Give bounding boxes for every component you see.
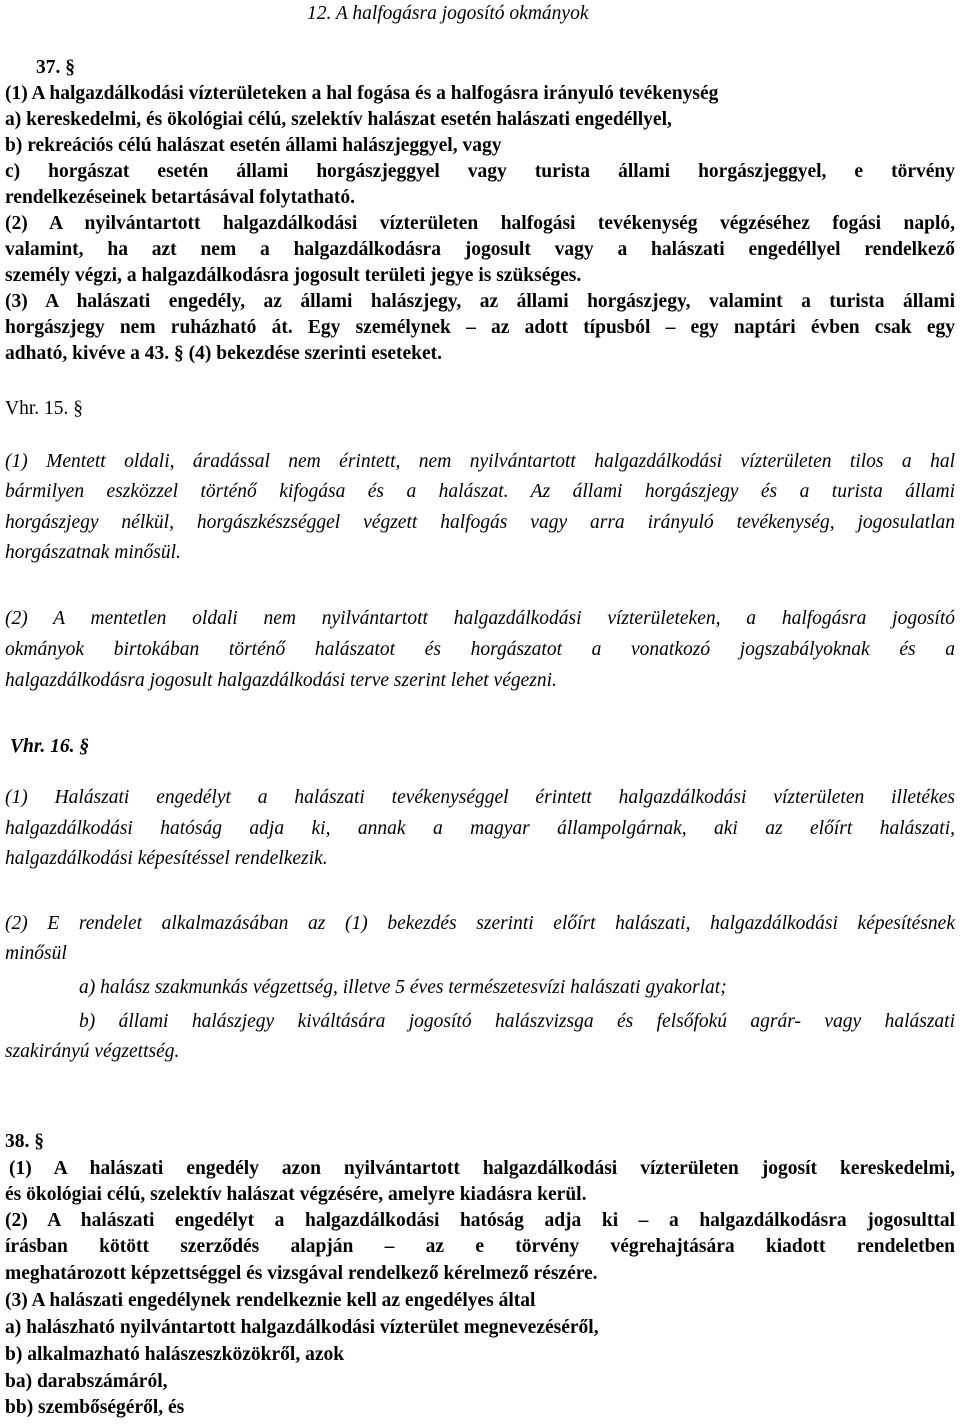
paragraph-line: bármilyen eszközzel történő kifogása és a halászat. Az állami horgászjegy és a turista állami <box>5 481 955 502</box>
paragraph-line: adható, kivéve a 43. § (4) bekezdése szerinti eseteket. <box>5 343 443 364</box>
paragraph-line: horgászjegy nem ruházható át. Egy személynek – az adott típusból – egy naptári évben csak egy <box>5 317 955 338</box>
paragraph-line: halgazdálkodásra jogosult halgazdálkodási terve szerint lehet végezni. <box>5 670 557 691</box>
chapter-heading: 12. A halfogásra jogosító okmányok <box>307 3 589 24</box>
paragraph-line: horgászatnak minősül. <box>5 542 181 563</box>
paragraph-line: (1) Mentett oldali, áradással nem érintett, nem nyilvántartott halgazdálkodási vízterületen tilos a hal <box>5 451 955 472</box>
paragraph-line: (1) A halgazdálkodási vízterületeken a hal fogása és a halfogásra irányuló tevékenység <box>5 83 719 104</box>
paragraph-line: okmányok birtokában történő halászatot és horgászatot a vonatkozó jogszabályoknak és a <box>5 639 955 660</box>
paragraph-line: (1) A halászati engedély azon nyilvántartott halgazdálkodási vízterületen jogosít kereskedelmi, <box>9 1158 955 1179</box>
paragraph-line: a) kereskedelmi, és ökológiai célú, szelektív halászat esetén halászati engedéllyel, <box>5 109 672 130</box>
list-item: a) halász szakmunkás végzettség, illetve 5 éves természetesvízi halászati gyakorlat; <box>79 977 727 998</box>
paragraph-line: b) rekreációs célú halászat esetén állami halászjeggyel, vagy <box>5 135 502 156</box>
list-item: ba) darabszámáról, <box>5 1371 168 1392</box>
section-number: Vhr. 16. § <box>10 736 90 757</box>
list-item: b) alkalmazható halászeszközökről, azok <box>5 1344 345 1365</box>
paragraph-line: (2) A mentetlen oldali nem nyilvántartott halgazdálkodási vízterületeken, a halfogásra jogosító <box>5 608 955 629</box>
paragraph-line: rendelkezéseinek betartásával folytatható. <box>5 187 356 208</box>
section-number: 38. § <box>5 1131 44 1152</box>
list-item: b) állami halászjegy kiváltására jogosító halászvizsga és felsőfokú agrár- vagy halászati <box>79 1011 955 1032</box>
paragraph-line: (3) A halászati engedélynek rendelkeznie kell az engedélyes által <box>5 1290 536 1311</box>
section-number: 37. § <box>36 57 75 78</box>
paragraph-line: és ökológiai célú, szelektív halászat végzésére, amelyre kiadásra kerül. <box>5 1184 587 1205</box>
paragraph-line: (3) A halászati engedély, az állami halászjegy, az állami horgászjegy, valamint a turista állami <box>5 291 955 312</box>
paragraph-line: (2) A halászati engedélyt a halgazdálkodási hatóság adja ki – a halgazdálkodásra jogosulttal <box>5 1210 955 1231</box>
paragraph-line: (2) A nyilvántartott halgazdálkodási vízterületen halfogási tevékenység végzéséhez fogási napló, <box>5 213 955 234</box>
list-item: szakirányú végzettség. <box>5 1041 180 1062</box>
paragraph-line: halgazdálkodási képesítéssel rendelkezik. <box>5 848 328 869</box>
paragraph-line: (2) E rendelet alkalmazásában az (1) bekezdés szerinti előírt halászati, halgazdálkodási képesítésnek <box>5 913 955 934</box>
paragraph-line: horgászjegy nélkül, horgászkészséggel végzett halfogás vagy arra irányuló tevékenység, jogosulatlan <box>5 512 955 533</box>
paragraph-line: valamint, ha azt nem a halgazdálkodásra jogosult vagy a halászati engedéllyel rendelkező <box>5 239 955 260</box>
paragraph-line: meghatározott képzettséggel és vizsgával rendelkező kérelmező részére. <box>5 1263 598 1284</box>
list-item: bb) szembőségéről, és <box>5 1397 185 1418</box>
paragraph-line: minősül <box>5 943 67 964</box>
list-item: a) halászható nyilvántartott halgazdálkodási vízterület megnevezéséről, <box>5 1317 599 1338</box>
paragraph-line: halgazdálkodási hatóság adja ki, annak a magyar állampolgárnak, aki az előírt halászati, <box>5 818 955 839</box>
paragraph-line: személy végzi, a halgazdálkodásra jogosult területi jegye is szükséges. <box>5 265 582 286</box>
paragraph-line: írásban kötött szerződés alapján – az e törvény végrehajtására kiadott rendeletben <box>5 1236 955 1257</box>
section-number: Vhr. 15. § <box>5 398 83 419</box>
paragraph-line: c) horgászat esetén állami horgászjeggyel vagy turista állami horgászjeggyel, e törvény <box>5 161 955 182</box>
paragraph-line: (1) Halászati engedélyt a halászati tevékenységgel érintett halgazdálkodási vízterületen illetékes <box>5 787 955 808</box>
